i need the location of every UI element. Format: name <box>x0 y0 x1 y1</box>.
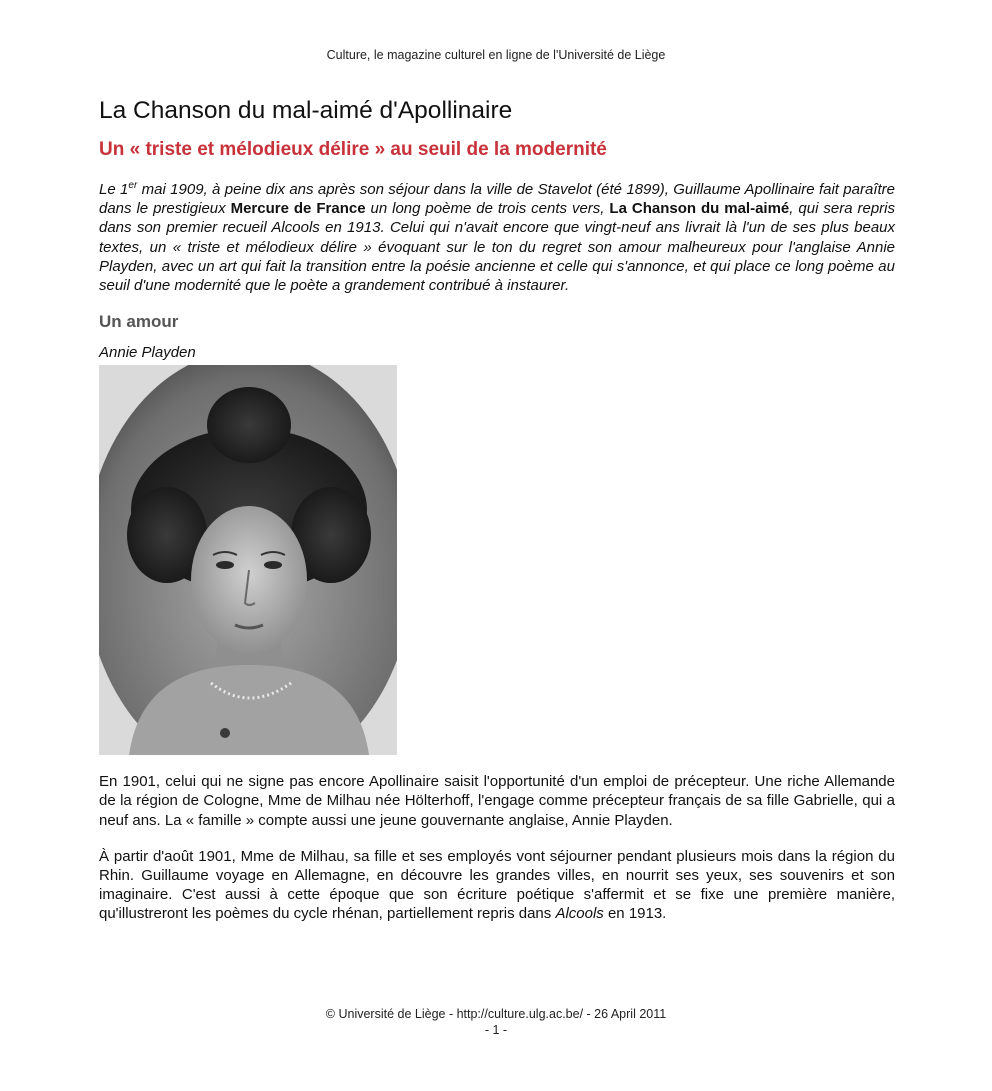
article <box>99 94 895 924</box>
intro-text-2: mai 1909, à peine dix ans après son séjour dans la ville de Stavelot (été 1899), Guillaume Apollinaire fait paraître dans le prestigieux <box>99 181 896 218</box>
intro-paragraph <box>99 180 895 295</box>
footer-page-number: - 1 - <box>484 1023 508 1037</box>
intro-text-1: Le 1 <box>99 181 129 198</box>
intro-bold-mercure: Mercure de France <box>230 200 366 218</box>
photo-caption: Annie Playden <box>99 344 196 362</box>
paragraph-2-text-a: À partir d'août 1901, Mme de Milhau, sa fille et ses employés vont séjourner pendant plusieurs mois dans la région du Rhin. Guillaume voyage en Allemagne, en découvre les grandes villes, en nourrit ses yeux, ses souvenirs et son imaginaire. C'est aussi à cette époque que son écriture poétique s'affermit et se fixe une première manière, qu'illustreront les poèmes du cycle rhénan, partiellement repris dans <box>99 847 895 923</box>
page-header: Culture, le magazine culturel en ligne de l'Université de Liège <box>326 48 666 62</box>
intro-text-4: , qui sera repris dans son premier recueil Alcools en 1913. Celui qui n'avait encore que vingt-neuf ans livrait là l'un de ses plus beaux textes, un « triste et mélodieux délire » évoquant sur le ton du regret son amour malheureux pour l'anglaise Annie Playden, avec un art qui fait la transition entre la poésie ancienne et celle qui s'annonce, et qui place ce long poème au seuil d'une modernité que le poète a grandement contribué à instaurer. <box>99 200 895 295</box>
paragraph-1: En 1901, celui qui ne signe pas encore Apollinaire saisit l'opportunité d'un emploi de précepteur. Une riche Allemande de la région de Cologne, Mme de Milhau née Hölterhoff, l'engage comme précepteur français de sa fille Gabrielle, qui a neuf ans. La « famille » compte aussi une jeune gouvernante anglaise, Annie Playden. <box>99 773 895 829</box>
section-heading: Un amour <box>99 312 179 332</box>
footer-copyright: © Université de Liège - http://culture.ulg.ac.be/ - 26 April 2011 <box>325 1007 667 1021</box>
intro-superscript: er <box>128 180 138 191</box>
annie-playden-photo <box>99 365 397 755</box>
paragraph-2-italic-alcools: Alcools <box>555 905 604 923</box>
intro-text-3: un long poème de trois cents vers, <box>365 200 610 218</box>
portrait-illustration <box>99 365 397 755</box>
paragraph-2 <box>99 847 895 924</box>
article-subtitle: Un « triste et mélodieux délire » au seuil de la modernité <box>99 139 607 160</box>
page-footer <box>0 1006 992 1038</box>
intro-bold-chanson: La Chanson du mal-aimé <box>609 200 790 218</box>
paragraph-2-text-b: en 1913. <box>603 905 667 923</box>
article-title: La Chanson du mal-aimé d'Apollinaire <box>99 97 513 124</box>
